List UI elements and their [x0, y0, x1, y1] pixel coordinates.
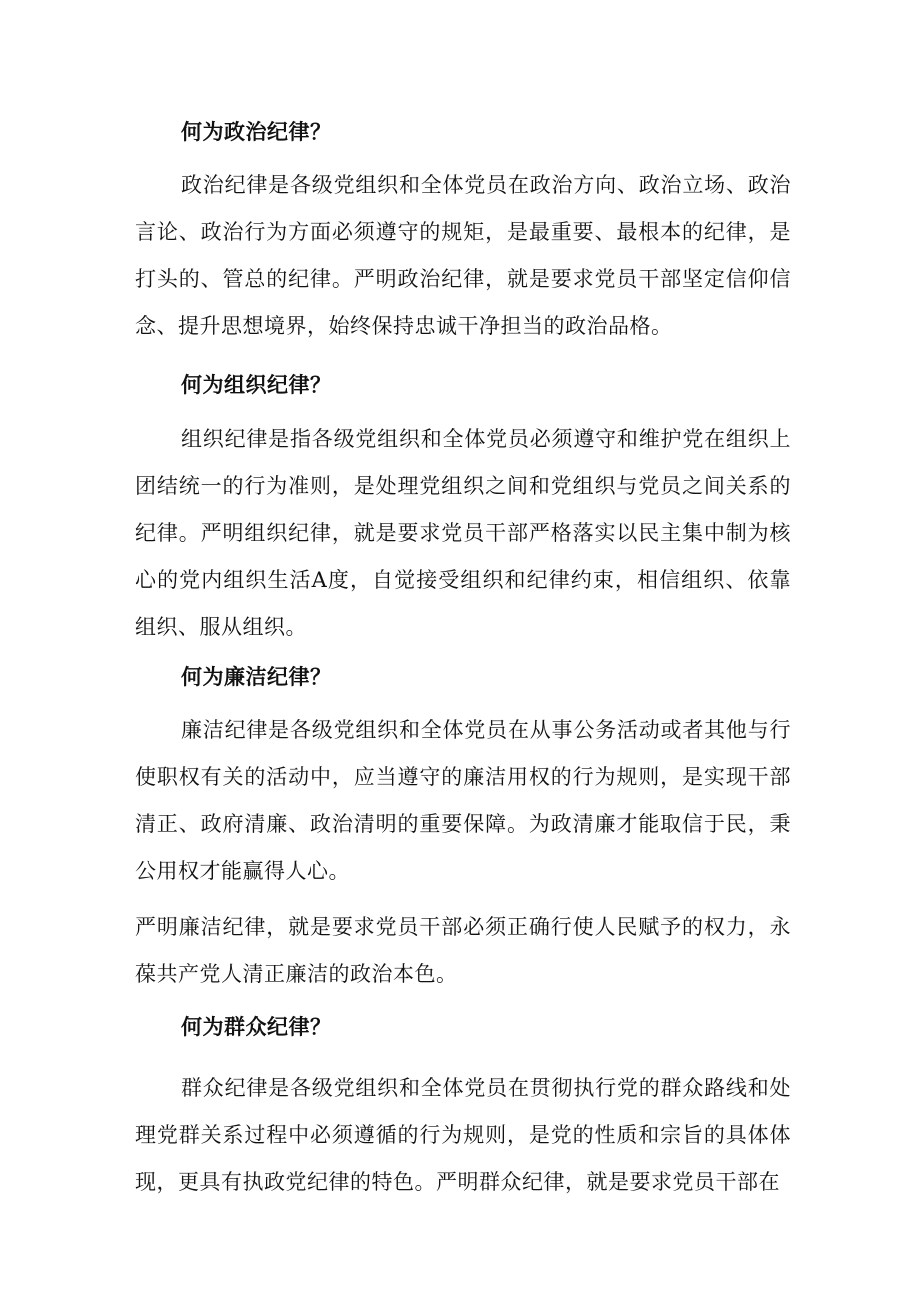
- paragraph-mass-discipline: 群众纪律是各级党组织和全体党员在贯彻执行党的群众路线和处理党群关系过程中必须遵循的行为规则，是党的性质和宗旨的具体体现，更具有执政党纪律的特色。严明群众纪律，就是要求党员干部在: [135, 1076, 791, 1194]
- paragraph-integrity-discipline: 廉洁纪律是各级党组织和全体党员在从事公务活动或者其他与行使职权有关的活动中，应当遵守的廉洁用权的行为规则，是实现干部清正、政府清廉、政治清明的重要保障。为政清廉才能取信于民，秉公用权才能赢得人心。: [135, 718, 791, 883]
- paragraph-organizational-discipline: 组织纪律是指各级党组织和全体党员必须遵守和维护党在组织上团结统一的行为准则，是处理党组织之间和党组织与党员之间关系的纪律。严明组织纪律，就是要求党员干部严格落实以民主集中制为核心的党内组织生活A度，自觉接受组织和纪律约束，相信组织、依靠组织、服从组织。: [135, 427, 791, 639]
- section-heading-organizational: 何为组织纪律？: [181, 372, 332, 397]
- paragraph-political-discipline: 政治纪律是各级党组织和全体党员在政治方向、政治立场、政治言论、政治行为方面必须遵守的规矩，是最重要、最根本的纪律，是打头的、管总的纪律。严明政治纪律，就是要求党员干部坚定信仰信念、提升思想境界，始终保持忠诚干净担当的政治品格。: [135, 173, 791, 338]
- section-heading-political: 何为政治纪律？: [181, 119, 332, 144]
- section-heading-mass: 何为群众纪律？: [181, 1014, 332, 1039]
- section-heading-integrity: 何为廉洁纪律？: [181, 664, 332, 689]
- paragraph-integrity-requirement: 严明廉洁纪律，就是要求党员干部必须正确行使人民赋予的权力，永葆共产党人清正廉洁的政治本色。: [135, 915, 791, 986]
